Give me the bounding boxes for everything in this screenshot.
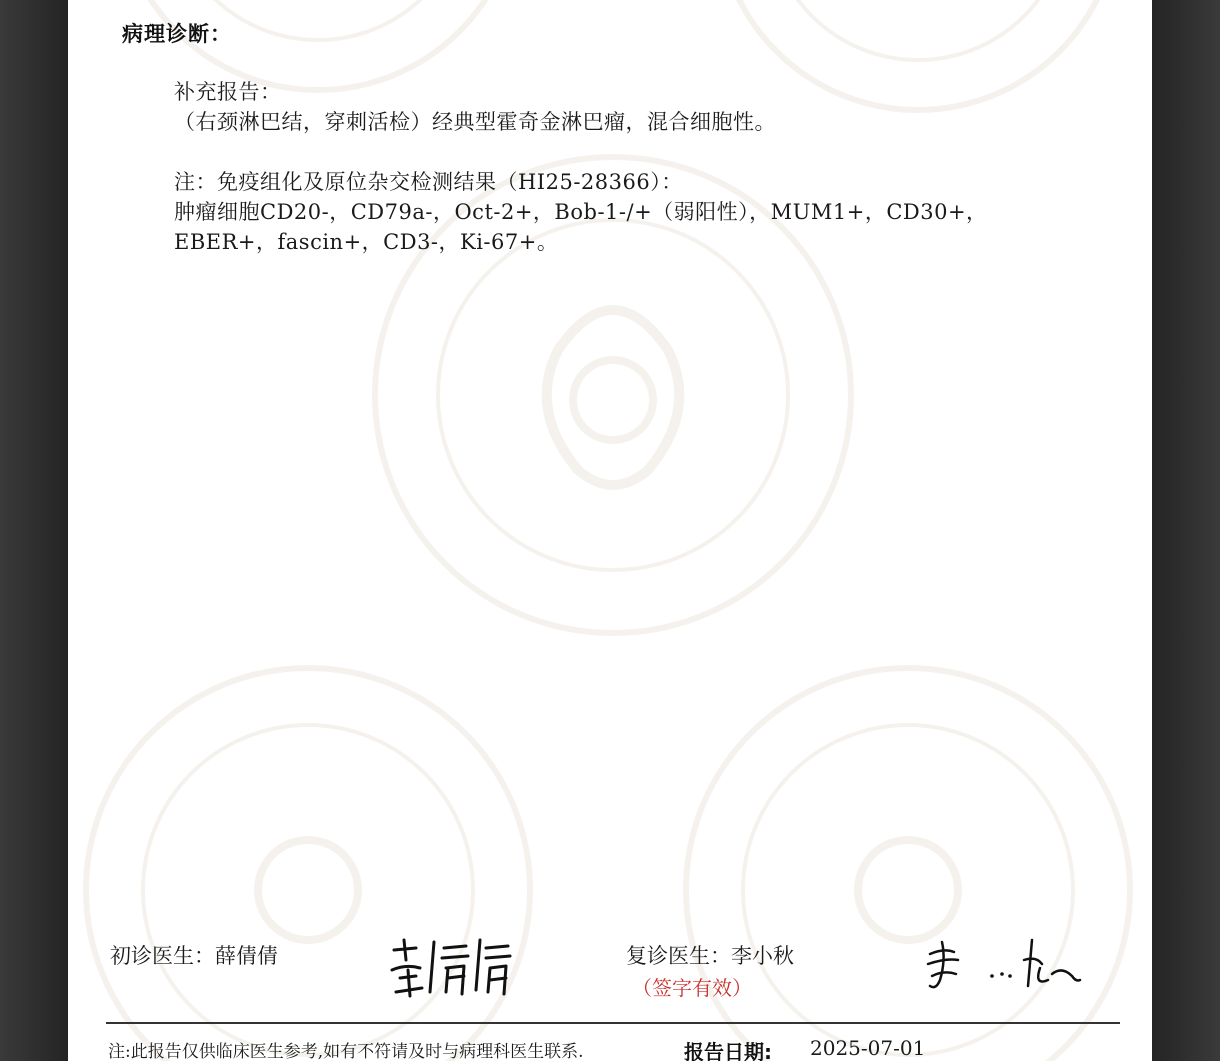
signature-validity-note: （签字有效）: [632, 976, 752, 1000]
watermark-seal-top-left: [108, 0, 528, 100]
footer-divider: [106, 1022, 1120, 1024]
ihc-results-line-1: 肿瘤细胞CD20-，CD79a-，Oct-2+，Bob-1-/+（弱阳性），MUM1+，CD30+，: [174, 200, 988, 224]
diagnosis-text: （右颈淋巴结，穿刺活检）经典型霍奇金淋巴瘤，混合细胞性。: [174, 110, 776, 134]
footer-disclaimer: 注:此报告仅供临床医生参考,如有不符请及时与病理科医生联系.: [108, 1042, 584, 1061]
watermark-seal-top-right: [708, 0, 1128, 120]
viewer-margin-left: [0, 0, 68, 1061]
initial-doctor: 初诊医生：薛倩倩: [110, 944, 278, 968]
ihc-note-title: 注：免疫组化及原位杂交检测结果（HI25-28366）：: [174, 170, 683, 194]
viewer-margin-right: [1152, 0, 1220, 1061]
report-date-label: 报告日期:: [684, 1040, 772, 1061]
review-doctor-signature: [924, 930, 1094, 1004]
initial-doctor-signature: [386, 930, 516, 1004]
report-date-value: 2025-07-01: [810, 1036, 926, 1060]
report-page: [68, 0, 1152, 1061]
review-doctor: 复诊医生：李小秋: [626, 944, 794, 968]
ihc-results-line-2: EBER+，fascin+，CD3-，Ki-67+。: [174, 230, 559, 254]
section-heading: 病理诊断：: [122, 22, 232, 46]
supplement-title: 补充报告：: [174, 80, 282, 104]
